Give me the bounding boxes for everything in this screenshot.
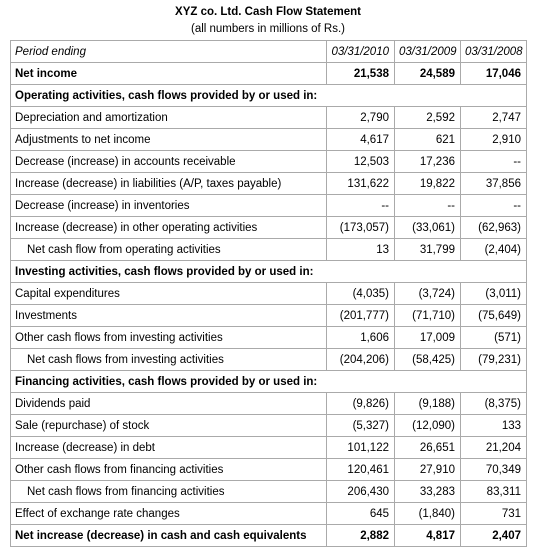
table-caption [10, 2, 526, 40]
table-row [11, 195, 527, 217]
row-value: 24,589 [395, 63, 461, 85]
header-row [11, 41, 527, 63]
table-row [11, 393, 527, 415]
table-row [11, 481, 527, 503]
row-value: (71,710) [395, 305, 461, 327]
period-header-2010: 03/31/2010 [327, 41, 395, 63]
row-value: (201,777) [327, 305, 395, 327]
row-value: (4,035) [327, 283, 395, 305]
table-row [11, 525, 527, 547]
row-label: Investments [11, 305, 327, 327]
period-header-2008: 03/31/2008 [461, 41, 527, 63]
row-value: (12,090) [395, 415, 461, 437]
row-label: Net income [11, 63, 327, 85]
row-label: Net cash flows from investing activities [11, 349, 327, 371]
row-label: Financing activities, cash flows provided by or used in: [11, 371, 527, 393]
table-row [11, 107, 527, 129]
row-label: Net increase (decrease) in cash and cash equivalents [11, 525, 327, 547]
table-row [11, 239, 527, 261]
row-value: 37,856 [461, 173, 527, 195]
row-value: 21,538 [327, 63, 395, 85]
row-value: 13 [327, 239, 395, 261]
row-value: (75,649) [461, 305, 527, 327]
row-value: 1,606 [327, 327, 395, 349]
row-value: 2,747 [461, 107, 527, 129]
row-value: (62,963) [461, 217, 527, 239]
row-value: -- [395, 195, 461, 217]
row-value: 2,407 [461, 525, 527, 547]
row-value: (79,231) [461, 349, 527, 371]
row-value: 2,882 [327, 525, 395, 547]
section-header-row [11, 371, 527, 393]
statement-subtitle: (all numbers in millions of Rs.) [190, 23, 345, 35]
row-label: Dividends paid [11, 393, 327, 415]
row-value: (2,404) [461, 239, 527, 261]
row-label: Decrease (increase) in inventories [11, 195, 327, 217]
row-label: Operating activities, cash flows provided by or used in: [11, 85, 527, 107]
table-row [11, 283, 527, 305]
row-value: (173,057) [327, 217, 395, 239]
row-value: (58,425) [395, 349, 461, 371]
row-value: 645 [327, 503, 395, 525]
row-value: (571) [461, 327, 527, 349]
row-value: 17,236 [395, 151, 461, 173]
row-label: Depreciation and amortization [11, 107, 327, 129]
row-value: 26,651 [395, 437, 461, 459]
row-value: -- [327, 195, 395, 217]
row-value: 31,799 [395, 239, 461, 261]
row-value: -- [461, 151, 527, 173]
row-value: 70,349 [461, 459, 527, 481]
row-value: (204,206) [327, 349, 395, 371]
table-row [11, 305, 527, 327]
table-row [11, 503, 527, 525]
row-label: Increase (decrease) in other operating activities [11, 217, 327, 239]
cash-flow-table-body [11, 41, 527, 547]
row-value: 12,503 [327, 151, 395, 173]
row-value: 4,817 [395, 525, 461, 547]
row-value: 17,046 [461, 63, 527, 85]
row-value: (1,840) [395, 503, 461, 525]
table-row [11, 63, 527, 85]
statement-title: XYZ co. Ltd. Cash Flow Statement [175, 6, 361, 18]
row-value: (3,011) [461, 283, 527, 305]
row-value: 120,461 [327, 459, 395, 481]
row-value: 2,910 [461, 129, 527, 151]
row-label: Increase (decrease) in debt [11, 437, 327, 459]
row-value: 621 [395, 129, 461, 151]
period-ending-label: Period ending [11, 41, 327, 63]
row-value: 19,822 [395, 173, 461, 195]
row-label: Increase (decrease) in liabilities (A/P, taxes payable) [11, 173, 327, 195]
section-header-row [11, 85, 527, 107]
row-value: (8,375) [461, 393, 527, 415]
row-label: Net cash flows from financing activities [11, 481, 327, 503]
row-value: (33,061) [395, 217, 461, 239]
row-value: 83,311 [461, 481, 527, 503]
row-label: Effect of exchange rate changes [11, 503, 327, 525]
table-row [11, 349, 527, 371]
row-value: (9,188) [395, 393, 461, 415]
table-row [11, 415, 527, 437]
row-value: (9,826) [327, 393, 395, 415]
row-label: Sale (repurchase) of stock [11, 415, 327, 437]
row-value: 133 [461, 415, 527, 437]
row-value: 4,617 [327, 129, 395, 151]
row-label: Decrease (increase) in accounts receivable [11, 151, 327, 173]
row-value: 731 [461, 503, 527, 525]
table-row [11, 437, 527, 459]
row-value: 131,622 [327, 173, 395, 195]
row-value: 2,592 [395, 107, 461, 129]
row-label: Investing activities, cash flows provided by or used in: [11, 261, 527, 283]
row-value: (5,327) [327, 415, 395, 437]
cash-flow-statement [10, 2, 526, 547]
cash-flow-table [10, 40, 527, 547]
row-label: Other cash flows from financing activities [11, 459, 327, 481]
table-row [11, 327, 527, 349]
row-value: 27,910 [395, 459, 461, 481]
table-row [11, 151, 527, 173]
row-value: 2,790 [327, 107, 395, 129]
row-value: 101,122 [327, 437, 395, 459]
row-value: 17,009 [395, 327, 461, 349]
row-value: (3,724) [395, 283, 461, 305]
table-row [11, 217, 527, 239]
period-header-2009: 03/31/2009 [395, 41, 461, 63]
row-value: -- [461, 195, 527, 217]
row-label: Capital expenditures [11, 283, 327, 305]
table-row [11, 173, 527, 195]
section-header-row [11, 261, 527, 283]
row-value: 21,204 [461, 437, 527, 459]
table-row [11, 129, 527, 151]
table-row [11, 459, 527, 481]
row-value: 206,430 [327, 481, 395, 503]
row-label: Other cash flows from investing activities [11, 327, 327, 349]
row-value: 33,283 [395, 481, 461, 503]
row-label: Net cash flow from operating activities [11, 239, 327, 261]
row-label: Adjustments to net income [11, 129, 327, 151]
